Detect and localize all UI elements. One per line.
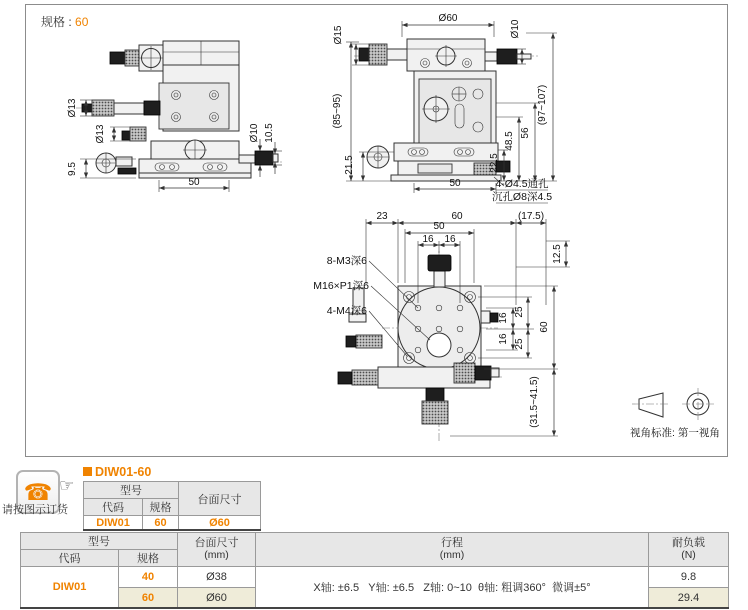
- cone-end-view-icon: [682, 388, 714, 420]
- header-surface-size: 台面尺寸: [179, 482, 261, 516]
- front-view: [67, 41, 284, 192]
- dim-top-16a: 16: [422, 234, 434, 245]
- dim-front-9-5: 9.5: [67, 162, 78, 176]
- note-through-hole: 4-Ø4.5通孔: [495, 178, 549, 190]
- dim-top-25a: 25: [514, 306, 525, 318]
- header-spec: 规格: [143, 499, 179, 516]
- projection-symbol: [630, 388, 720, 439]
- side-view-body: [354, 39, 538, 181]
- table-row: [21, 567, 729, 588]
- header-surface-line1: 台面尺寸: [194, 537, 239, 550]
- spec-separator: :: [65, 15, 76, 29]
- dim-top-16c: 16: [498, 312, 509, 324]
- part-number-text: DIW01-60: [95, 465, 152, 479]
- spec-table: [20, 532, 729, 609]
- header-code: 代码: [84, 499, 143, 516]
- dim-front-d13-bottom: Ø13: [95, 124, 106, 144]
- pointing-hand-icon: ☞: [59, 476, 75, 495]
- cell-spec: 40: [119, 567, 178, 588]
- dim-side-56: 56: [520, 127, 531, 139]
- header-travel-line1: 行程: [441, 537, 463, 550]
- side-view: [332, 13, 557, 203]
- dim-top-17-5: (17.5): [517, 211, 545, 222]
- dim-top-60: 60: [451, 211, 463, 222]
- spec-label: 规格: [41, 15, 66, 29]
- header-surface-line2: (mm): [204, 549, 229, 562]
- technical-drawing: [26, 5, 727, 456]
- dim-top-25b: 25: [514, 338, 525, 350]
- cell-load: 9.8: [649, 567, 729, 588]
- top-view: [313, 211, 570, 443]
- dim-side-50: 50: [449, 178, 461, 189]
- cell-travel: X轴: ±6.5 Y轴: ±6.5 Z轴: 0~10 θ轴: 粗调360° 微调±5°: [256, 567, 649, 609]
- part-number-title: [83, 465, 151, 479]
- dim-top-12-5: 12.5: [552, 244, 563, 264]
- cell-surface: Ø60: [179, 516, 261, 531]
- cell-spec: 60: [119, 588, 178, 609]
- note-counterbore: 沉孔Ø8深4.5: [491, 191, 553, 203]
- header-load: [649, 533, 729, 567]
- projection-label: 视角标准: 第一视角: [630, 427, 720, 439]
- dim-side-range-right: (97~107): [537, 84, 548, 126]
- front-view-body: [76, 41, 284, 178]
- header-spec: 规格: [119, 550, 178, 567]
- dim-side-d10: Ø10: [510, 19, 521, 39]
- label-8-m3: 8-M3深6: [326, 255, 367, 267]
- header-load-line1: 耐负载: [672, 537, 705, 550]
- header-travel-line2: (mm): [439, 549, 465, 562]
- dim-front-50: 50: [188, 177, 200, 188]
- dim-side-range-left: (85~95): [332, 93, 343, 129]
- dim-side-48-5: 48.5: [504, 131, 515, 151]
- table-row: [21, 533, 729, 550]
- dim-front-d10: Ø10: [249, 123, 260, 143]
- table-row: [84, 516, 261, 531]
- header-surface-size: [178, 533, 256, 567]
- header-code: 代码: [21, 550, 119, 567]
- cell-load: 29.4: [649, 588, 729, 609]
- cell-code: DIW01: [21, 567, 119, 609]
- cell-surface: Ø38: [178, 567, 256, 588]
- dim-side-d15: Ø15: [333, 25, 344, 45]
- dim-top-16b: 16: [444, 234, 456, 245]
- header-load-line2: (N): [681, 549, 696, 562]
- dim-top-60v: 60: [539, 321, 550, 333]
- dim-top-23: 23: [376, 211, 388, 222]
- label-4-m4: 4-M4深6: [326, 305, 367, 317]
- drawing-panel: [25, 4, 728, 457]
- dim-top-16d: 16: [498, 333, 509, 345]
- header-travel: [256, 533, 649, 567]
- header-model: 型号: [21, 533, 178, 550]
- dim-top-range-bottom: (31.5~41.5): [529, 376, 540, 428]
- dim-front-10-5: 10.5: [264, 123, 275, 143]
- dim-side-21-5: 21.5: [344, 155, 355, 175]
- dim-side-22-5: 22.5: [489, 153, 500, 173]
- dim-front-d13-top: Ø13: [67, 98, 78, 118]
- orange-square-bullet: [83, 467, 92, 476]
- cell-spec: 60: [143, 516, 179, 531]
- dim-side-d60: Ø60: [438, 13, 458, 24]
- phone-icon: ☎: [16, 470, 60, 514]
- spec-value: 60: [75, 15, 89, 29]
- cone-side-view-icon: [639, 393, 663, 417]
- header-model: 型号: [84, 482, 179, 499]
- label-m16-p1: M16×P1深6: [313, 280, 369, 292]
- order-table: [83, 481, 261, 531]
- spec-header: [41, 13, 88, 30]
- cell-code: DIW01: [84, 516, 143, 531]
- dim-top-50: 50: [433, 221, 445, 232]
- table-row: [84, 482, 261, 499]
- cell-surface: Ø60: [178, 588, 256, 609]
- order-caption: 请按图示订货: [2, 504, 68, 516]
